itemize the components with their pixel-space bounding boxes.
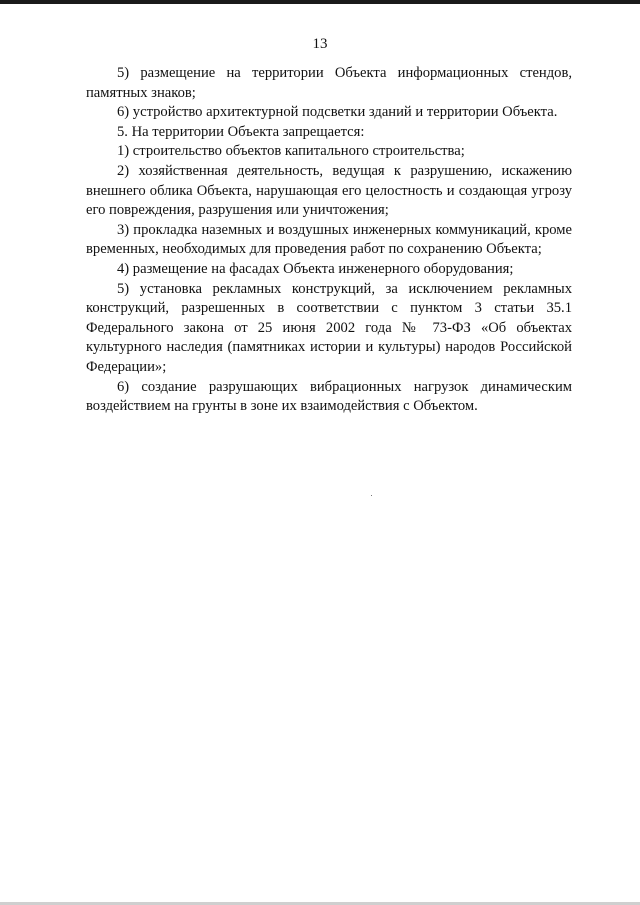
paragraph-info-stands: 5) размещение на территории Объекта информационных стендов, памятных знаков;	[86, 65, 572, 101]
paragraph-lighting: 6) устройство архитектурной подсветки зданий и территории Объекта.	[117, 104, 558, 121]
page-number: 13	[312, 36, 328, 52]
paragraph-facade-equipment: 4) размещение на фасадах Объекта инженерного оборудования;	[117, 260, 514, 277]
paragraph-advertising: 5) установка рекламных конструкций, за исключением рекламных конструкций, разрешенных в соответствии с пунктом 3 статьи 35.1 Федерального закона от 25 июня 2002 года № 73-ФЗ «Об объектах культурного наследия (памятниках истории и культуры) народов Российской Федерации»;	[86, 280, 572, 375]
scan-speck	[371, 495, 372, 496]
paragraph-economic-activity: 2) хозяйственная деятельность, ведущая к разрушению, искажению внешнего облика Объекта, нарушающая его целостность и создающая угрозу его повреждения, разрушения или уничтожения;	[86, 162, 572, 219]
scan-top-edge	[0, 0, 640, 4]
document-body	[86, 64, 572, 417]
paragraph-prohibitions-heading: 5. На территории Объекта запрещается:	[117, 123, 365, 140]
paragraph-communications: 3) прокладка наземных и воздушных инженерных коммуникаций, кроме временных, необходимых для проведения работ по сохранению Объекта;	[86, 221, 572, 258]
paragraph-capital-construction: 1) строительство объектов капитального строительства;	[117, 143, 465, 160]
paragraph-vibration-loads: 6) создание разрушающих вибрационных нагрузок динамическим воздействием на грунты в зоне их взаимодействия с Объектом.	[86, 378, 572, 415]
